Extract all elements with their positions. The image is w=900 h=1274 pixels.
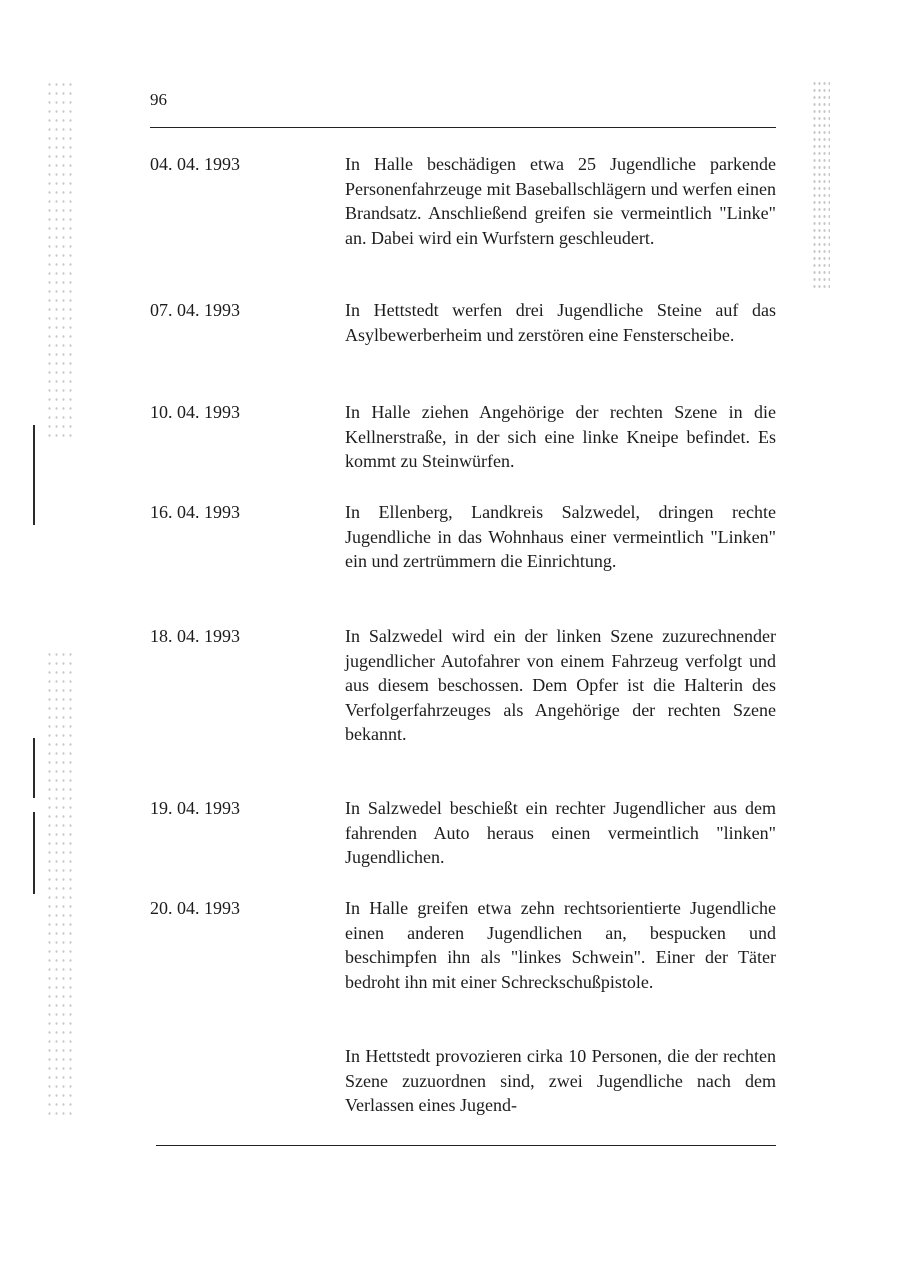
entry-date: 18. 04. 1993 [150, 626, 240, 646]
entry-text: In Ellenberg, Landkreis Salzwedel, dringen rechte Jugendliche in das Wohnhaus einer vermeintlich "Linken" ein und zertrümmern die Einrichtung. [345, 502, 776, 571]
entry-text: In Hettstedt provozieren cirka 10 Personen, die der rechten Szene zuzuordnen sind, zwei Jugendliche nach dem Verlassen eines Jugend- [345, 1046, 776, 1115]
entry-text: In Halle ziehen Angehörige der rechten Szene in die Kellnerstraße, in der sich eine linke Kneipe befindet. Es kommt zu Steinwürfen. [345, 402, 776, 471]
scan-margin-mark [33, 425, 35, 525]
entry-date: 20. 04. 1993 [150, 898, 240, 918]
page-number: 96 [150, 90, 167, 109]
entry-text: In Salzwedel wird ein der linken Szene zuzurechnender jugendlicher Autofahrer von einem Fahrzeug verfolgt und aus diesem beschossen. Dem Opfer ist die Halterin des Verfolgerfahrzeuges als Angehörige der rechten Szene bekannt. [345, 626, 776, 744]
entry-date: 16. 04. 1993 [150, 502, 240, 522]
entry-text: In Hettstedt werfen drei Jugendliche Steine auf das Asylbewerberheim und zerstören eine Fensterscheibe. [345, 300, 776, 345]
scan-margin-mark [33, 738, 35, 798]
entry-date: 10. 04. 1993 [150, 402, 240, 422]
scan-margin-mark [33, 812, 35, 894]
entry-text: In Halle greifen etwa zehn rechtsorientierte Jugendliche einen anderen Jugendlichen an, bespucken und beschimpfen ihn als "linkes Schwein". Einer der Täter bedroht ihn mit einer Schreckschußpistole. [345, 898, 776, 992]
footer-rule [156, 1145, 776, 1146]
entry-date: 07. 04. 1993 [150, 300, 240, 320]
scan-noise [46, 80, 76, 440]
scan-noise [46, 650, 76, 1120]
entry-date: 19. 04. 1993 [150, 798, 240, 818]
entry-text: In Salzwedel beschießt ein rechter Jugendlicher aus dem fahrenden Auto heraus einen vermeintlich "linken" Jugendlichen. [345, 798, 776, 867]
entry-text: In Halle beschädigen etwa 25 Jugendliche parkende Personenfahrzeuge mit Baseballschlägern und werfen einen Brandsatz. Anschließend greifen sie vermeintlich "Linke" an. Dabei wird ein Wurfstern geschleudert. [345, 154, 776, 248]
scan-noise [812, 80, 830, 290]
entry-date: 04. 04. 1993 [150, 154, 240, 174]
